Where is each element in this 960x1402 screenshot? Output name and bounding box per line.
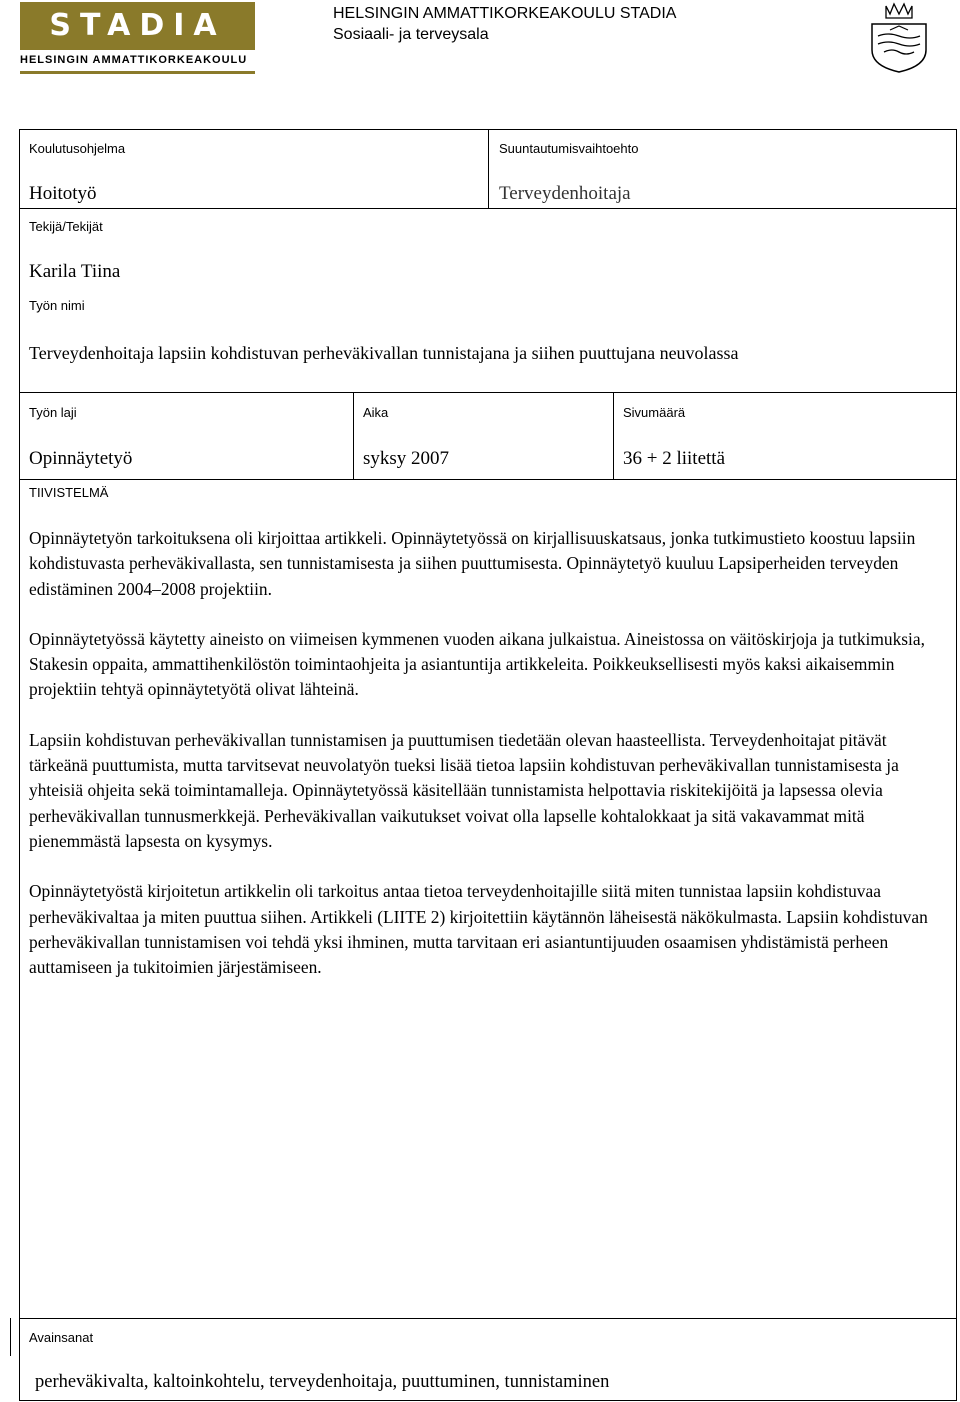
abstract-paragraph: Lapsiin kohdistuvan perheväkivallan tunnistamisen ja puuttumisen tiedetään olevan haasteellista. Terveydenhoitajat pitävät tärkeänä puuttumista, mutta tarvitsevat neuvolatyön tueksi lisää tietoa lapsiin kohdistuvan perheväkivallan tunnistamisesta ja yhteisiä ohjeita sekä toimintamalleja. Opinnäytetyössä käsitellään tunnistamista helpottavia riskitekijöitä ja lapsessa olevia perheväkivallan tunnusmerkkejä. Perheväkivallan vaikutukset voivat olla lapselle kohtalokkaat ja sitä vakavammat mitä pienemmästä lapsesta on kysymys. bbox=[29, 729, 899, 851]
title-label: Työn nimi bbox=[29, 298, 85, 313]
divider bbox=[353, 392, 354, 479]
logo-subtext: HELSINGIN AMMATTIKORKEAKOULU bbox=[20, 54, 248, 66]
program-label: Koulutusohjelma bbox=[29, 141, 126, 156]
time-label: Aika bbox=[363, 405, 389, 420]
divider bbox=[613, 392, 614, 479]
logo-wordmark: STADIA bbox=[20, 2, 255, 50]
abstract-form bbox=[19, 129, 957, 1401]
abstract-label: TIIVISTELMÄ bbox=[29, 485, 109, 500]
abstract-paragraph: Opinnäytetyön tarkoituksena oli kirjoittaa artikkeli. Opinnäytetyössä on kirjallisuuskatsaus, jonka tutkimustieto koostuu lapsiin kohdistuvasta perheväkivallasta, sen tunnistamisesta ja siihen puuttumisesta. Opinnäytetyö kuuluu Lapsiperheiden terveyden edistäminen 2004–2008 projektiin. bbox=[29, 528, 916, 599]
org-department: Sosiaali- ja terveysala bbox=[333, 26, 489, 43]
org-name: HELSINGIN AMMATTIKORKEAKOULU STADIA bbox=[333, 5, 677, 22]
logo-underline bbox=[20, 71, 255, 74]
divider bbox=[20, 392, 956, 393]
divider bbox=[488, 130, 489, 208]
divider bbox=[20, 479, 956, 480]
keywords-label: Avainsanat bbox=[29, 1330, 94, 1345]
organization-header bbox=[333, 3, 676, 45]
thesis-title-value: Terveydenhoitaja lapsiin kohdistuvan perheväkivallan tunnistajana ja siihen puuttujana neuvolassa bbox=[29, 343, 739, 363]
divider bbox=[20, 208, 956, 209]
keywords-value: perheväkivalta, kaltoinkohtelu, terveydenhoitaja, puuttuminen, tunnistaminen bbox=[35, 1372, 610, 1392]
author-value: Karila Tiina bbox=[29, 261, 121, 282]
orientation-value: Terveydenhoitaja bbox=[499, 183, 631, 204]
abstract-paragraph: Opinnäytetyöstä kirjoitetun artikkelin oli tarkoitus antaa tietoa terveydenhoitajille siitä miten tunnistaa lapsiin kohdistuvaa perheväkivaltaa ja miten puuttua siihen. Artikkeli (LIITE 2) kirjoitettiin käytännön läheisestä näkökulmasta. Lapsiin kohdistuvan perheväkivallan tunnistamisen voi tehdä yksi ihminen, mutta tarvitaan eri asiantuntijuuden osaamisen yhdistämistä perheen auttamiseen ja tukitoimien järjestämiseen. bbox=[29, 881, 928, 978]
program-value: Hoitotyö bbox=[29, 183, 97, 204]
time-value: syksy 2007 bbox=[363, 448, 450, 469]
helsinki-crest-icon bbox=[868, 2, 930, 74]
work-type-value: Opinnäytetyö bbox=[29, 448, 133, 469]
work-type-label: Työn laji bbox=[29, 405, 77, 420]
orientation-label: Suuntautumisvaihtoehto bbox=[499, 141, 639, 156]
stadia-logo bbox=[20, 2, 255, 74]
abstract-paragraph: Opinnäytetyössä käytetty aineisto on viimeisen kymmenen vuoden aikana julkaistua. Aineistossa on väitöskirjoja ja tutkimuksia, Stakesin oppaita, ammattihenkilöstön toimintaohjeita ja asiantuntija artikkeleita. Poikkeuksellisesti myös kaksi aikaisemmin projektiin tehtyä opinnäytetyötä olivat lähteinä. bbox=[29, 628, 925, 700]
abstract-body bbox=[29, 526, 949, 1005]
text-cursor bbox=[10, 1318, 11, 1356]
divider bbox=[20, 1318, 956, 1319]
page-count-label: Sivumäärä bbox=[623, 405, 686, 420]
author-label: Tekijä/Tekijät bbox=[29, 219, 103, 234]
page-count-value: 36 + 2 liitettä bbox=[623, 448, 726, 469]
